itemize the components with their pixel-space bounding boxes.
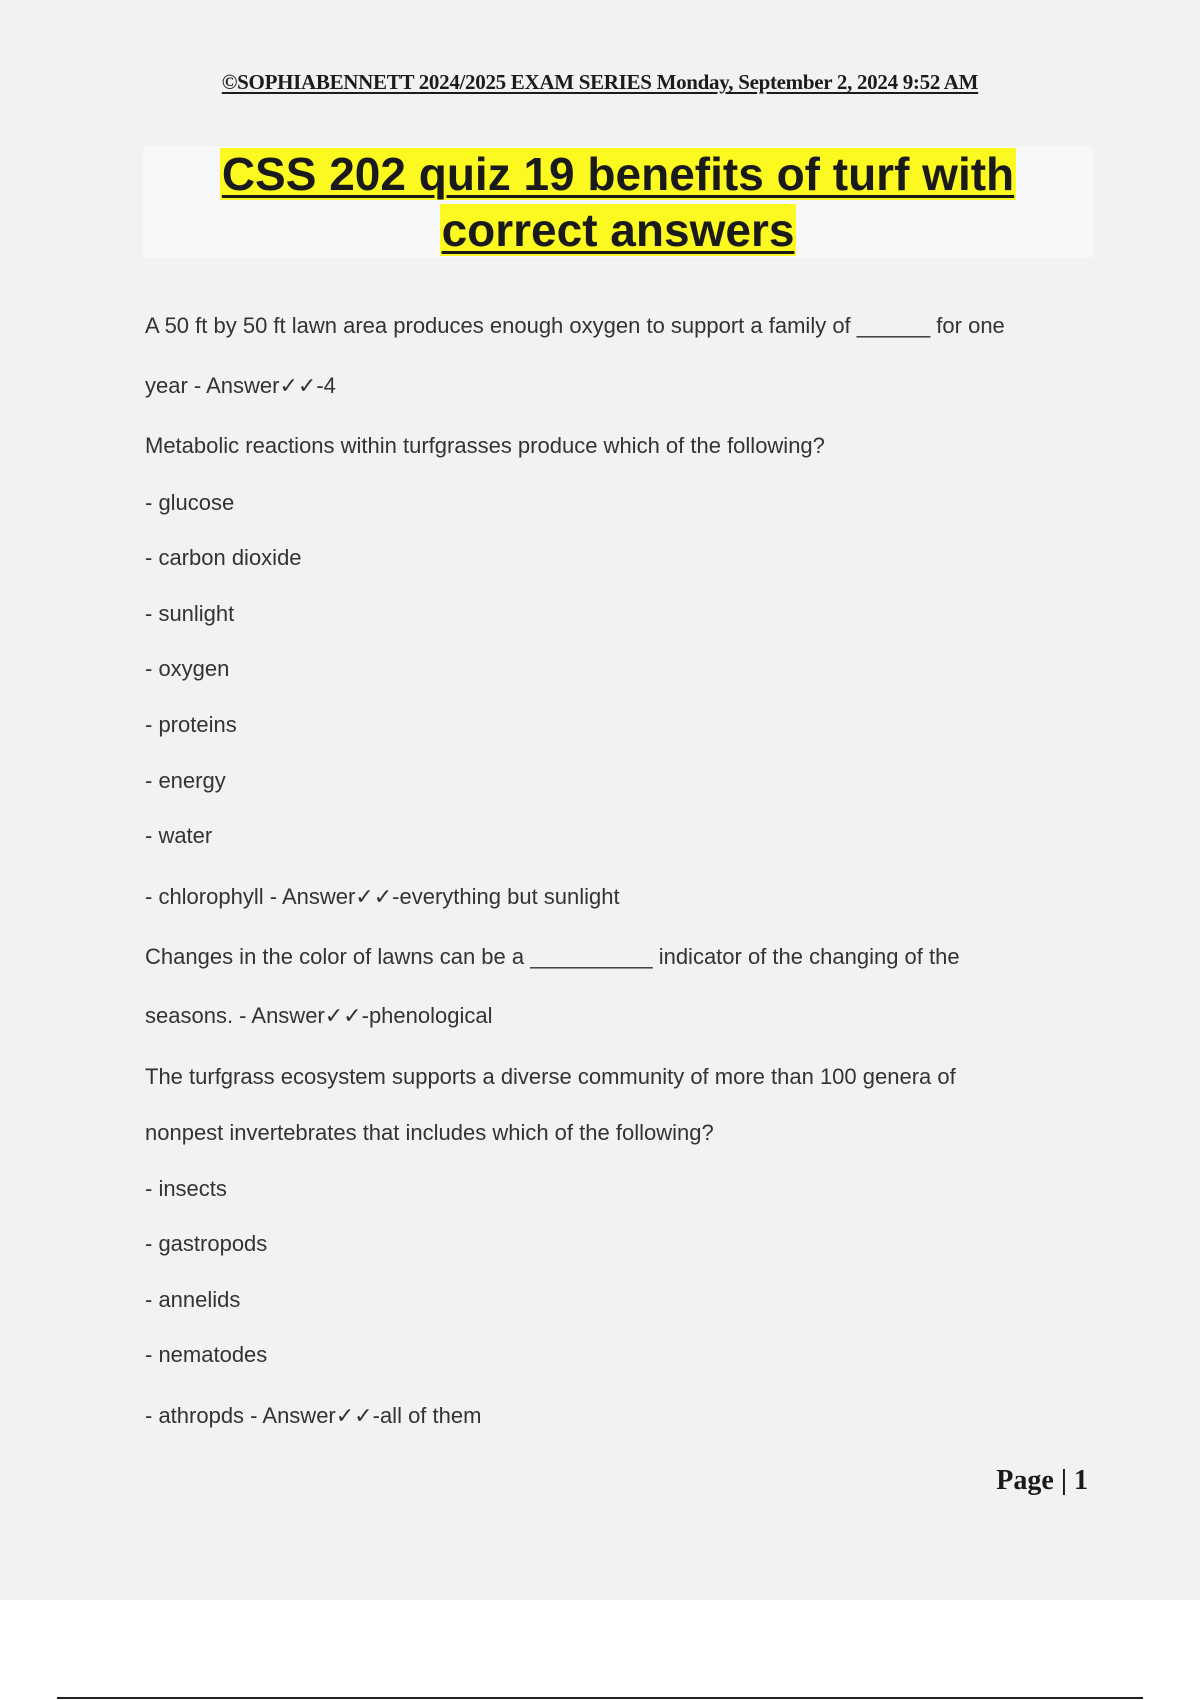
- header-text: ©SOPHIABENNETT 2024/2025 EXAM SERIES Monday, September 2, 2024 9:52 AM: [221, 70, 979, 94]
- answer-line: - chlorophyll - Answer✓✓-everything but sunlight: [145, 884, 620, 909]
- option-line: - water: [145, 823, 213, 848]
- title-text-2: correct answers: [441, 204, 795, 256]
- page-header: [0, 70, 1200, 95]
- text-line: A 50 ft by 50 ft lawn area produces enough oxygen to support a family of ______ for one: [145, 313, 1005, 338]
- bottom-divider: [57, 1697, 1143, 1699]
- option-line: - carbon dioxide: [145, 545, 302, 570]
- option-line: - sunlight: [145, 601, 235, 626]
- page-number: Page | 1: [996, 1465, 1088, 1496]
- option-line: - energy: [145, 768, 226, 793]
- answer-line: seasons. - Answer✓✓-phenological: [145, 1003, 493, 1028]
- title-line-2: [143, 202, 1093, 258]
- option-line: - insects: [145, 1176, 227, 1201]
- question-line: nonpest invertebrates that includes which of the following?: [145, 1120, 714, 1145]
- title-text-1: CSS 202 quiz 19 benefits of turf with: [221, 148, 1015, 200]
- answer-line: year - Answer✓✓-4: [145, 373, 336, 398]
- question-line: The turfgrass ecosystem supports a diverse community of more than 100 genera of: [145, 1064, 956, 1089]
- title-block: [143, 146, 1093, 258]
- option-line: - glucose: [145, 490, 235, 515]
- question-line: Changes in the color of lawns can be a __________ indicator of the changing of the: [145, 944, 960, 969]
- option-line: - gastropods: [145, 1231, 268, 1256]
- option-line: - annelids: [145, 1287, 241, 1312]
- option-line: - proteins: [145, 712, 237, 737]
- option-line: - oxygen: [145, 656, 230, 681]
- title-line-1: [143, 146, 1093, 202]
- answer-line: - athropds - Answer✓✓-all of them: [145, 1403, 482, 1428]
- option-line: - nematodes: [145, 1342, 268, 1367]
- question-line: Metabolic reactions within turfgrasses produce which of the following?: [145, 433, 825, 458]
